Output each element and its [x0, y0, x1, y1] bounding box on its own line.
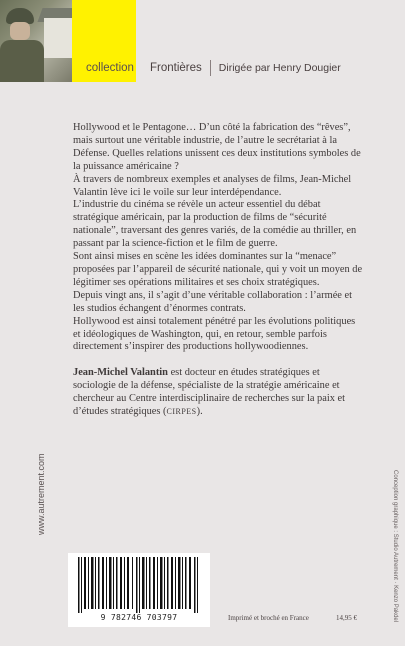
author-bio	[73, 367, 363, 419]
series-name: Frontières	[150, 62, 202, 74]
publisher-website: www.autrement.com	[36, 453, 46, 535]
collection-label: collection	[86, 62, 134, 74]
barcode-digits: 9 782746 703797	[100, 613, 178, 622]
author-name: Jean-Michel Valantin	[73, 367, 168, 379]
collection-band	[72, 58, 405, 78]
series-director: Dirigée par Henry Dougier	[218, 62, 341, 74]
cover-header	[0, 0, 405, 96]
barcode-icon	[76, 557, 202, 613]
band-divider	[210, 60, 211, 76]
blurb-paragraph: À travers de nombreux exemples et analyses de films, Jean-Michel Valantin lève ici le voile sur leur interdépendance.	[73, 173, 352, 198]
price: 14,95 €	[336, 614, 357, 622]
author-org-abbrev: CIRPES	[166, 407, 197, 417]
isbn-barcode	[68, 553, 210, 627]
blurb-paragraph: Sont ainsi mises en scène les idées dominantes sur la “menace” proposées par l’appareil de sécurité nationale, qui y voit un moyen de légitimer ses opérations militaires et ses choix stratégiques.	[73, 251, 363, 288]
soldier-photo	[0, 0, 72, 82]
design-credits: Conception graphique : Studio Autrement · Kenzo Pakdel	[392, 470, 398, 623]
blurb-paragraph: Hollywood et le Pentagone… D’un côté la fabrication des “rêves”, mais surtout une véritable industrie, de l’autre le secrétariat à la Défense. Quelles relations unissent ces deux institutions symboles de la puissance américaine ?	[73, 122, 361, 172]
blurb-paragraph: L’industrie du cinéma se révèle un acteur essentiel du débat stratégique américain, par la production de films de “sécurité nationale”, traversant des genres variés, de la comédie au thriller, en passant par la science-fiction et le film de guerre.	[73, 199, 357, 250]
blurb-paragraph: Depuis vingt ans, il s’agit d’une véritable collaboration : l’armée et les studios échangent d’énormes contrats.	[73, 289, 353, 314]
author-bio-end: ).	[196, 406, 203, 418]
author-bio-text: est docteur en études stratégiques et sociologie de la défense, spécialiste de la stratégie américaine et chercheur au Centre interdisciplinaire de recherches sur la paix et d’études stratégiques (	[73, 367, 346, 418]
back-cover-blurb	[73, 122, 363, 419]
blurb-paragraph: Hollywood est ainsi totalement pénétré par les évolutions politiques et idéologiques de Washington, qui, en retour, semble parfois directement s’inspirer des productions hollywoodiennes.	[73, 315, 356, 353]
printed-in: Imprimé et broché en France	[228, 614, 309, 622]
